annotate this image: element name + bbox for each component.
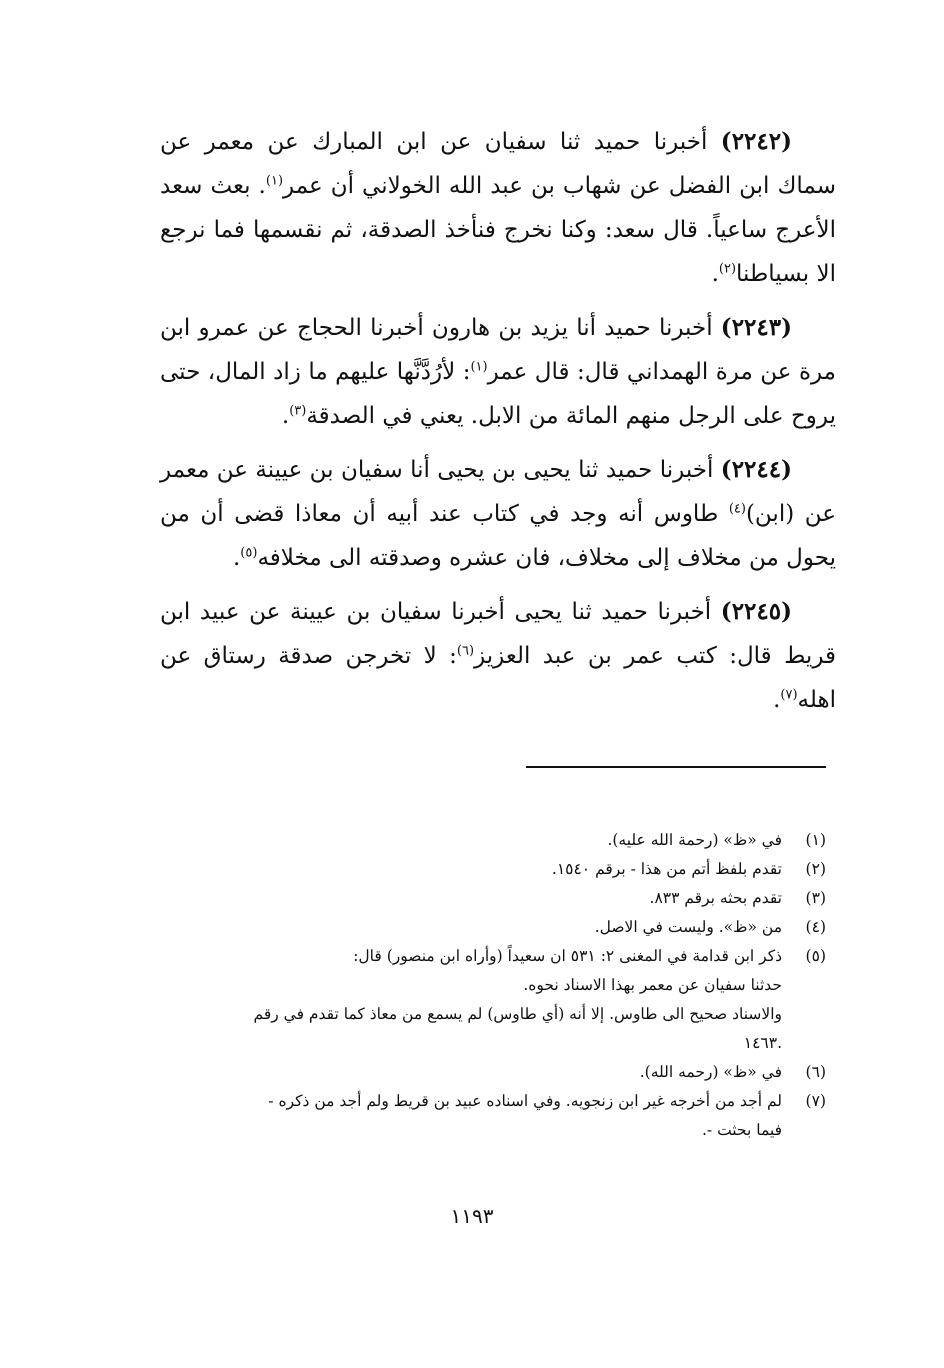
text-segment: أخبرنا حميد أنا يزيد بن هارون أخبرنا الحجاج عن عمرو ابن مرة عن مرة الهمداني قال: قال عمر bbox=[160, 315, 836, 385]
footnote-line: فيما بحثت -. bbox=[701, 1121, 782, 1139]
text-segment: . bbox=[232, 545, 241, 571]
hadith-number: (٢٢٤٥) bbox=[720, 598, 792, 625]
text-segment: أخبرنا حميد ثنا يحيى أخبرنا سفيان بن عيينة عن عبيد ابن قريط قال: كتب عمر بن عبد العزيز bbox=[160, 599, 837, 669]
footnote-ref: (٦) bbox=[456, 643, 475, 659]
footnote-number: (٢) bbox=[805, 860, 826, 878]
hadith-number: (٢٢٤٤) bbox=[720, 456, 792, 483]
footnote-text bbox=[160, 826, 782, 855]
text-segment: طاوس أنه وجد في كتاب عند أبيه أن معاذا قضى أن من يحول من مخلاف إلى مخلاف، فان عشره وصدقته الى مخلافه bbox=[160, 501, 836, 571]
footnote-number: (٥) bbox=[805, 947, 826, 965]
footnote-number: (٦) bbox=[805, 1063, 826, 1081]
footnote-3 bbox=[160, 884, 826, 913]
footnote-text bbox=[160, 884, 782, 913]
footnote-separator bbox=[526, 766, 826, 768]
paragraph-2245 bbox=[160, 590, 836, 722]
paragraph-2244 bbox=[160, 448, 836, 580]
footnote-line: لم أجد من أخرجه غير ابن زنجويه. وفي اسناده عبيد بن قريط ولم أجد من ذكره - bbox=[268, 1092, 782, 1110]
footnote-ref: (٤) bbox=[728, 501, 746, 517]
hadith-number: (٢٢٤٢) bbox=[720, 128, 792, 155]
footnote-2 bbox=[160, 855, 826, 884]
text-segment: . bbox=[281, 403, 290, 429]
footnote-line: ذكر ابن قدامة في المغنى ٢: ٥٣١ ان سعيداً (وأراه ابن منصور) قال: bbox=[353, 947, 782, 965]
paragraph-2243 bbox=[160, 306, 836, 438]
footnote-number: (٣) bbox=[805, 889, 826, 907]
paragraph-2242 bbox=[160, 120, 836, 296]
footnote-6 bbox=[160, 1058, 826, 1087]
text-segment: : لا تخرجن صدقة رستاق عن اهله bbox=[160, 643, 836, 713]
footnotes bbox=[160, 826, 826, 1145]
footnote-line: تقدم بحثه برقم ٨٣٣. bbox=[649, 889, 782, 907]
footnote-number: (٧) bbox=[805, 1092, 826, 1110]
text-segment: أخبرنا حميد ثنا سفيان عن ابن المبارك عن معمر عن سماك ابن الفضل عن شهاب بن عبد الله الخولاني أن عمر bbox=[160, 129, 836, 199]
footnote-line: في «ظ» (رحمه الله). bbox=[639, 1063, 782, 1081]
page-number: ١١٩٣ bbox=[450, 1204, 494, 1228]
footnote-number: (٤) bbox=[805, 918, 826, 936]
footnote-text bbox=[160, 913, 782, 942]
text-segment: . bbox=[773, 687, 781, 713]
footnote-5 bbox=[160, 942, 826, 1058]
footnote-7 bbox=[160, 1087, 826, 1145]
footnote-ref: (٥) bbox=[240, 545, 258, 561]
text-segment: : لأرُدَّنَّها عليهم ما زاد المال، حتى يروح على الرجل منهم المائة من الابل. يعني في الصدقة bbox=[160, 359, 836, 429]
footnote-ref: (٧) bbox=[780, 687, 798, 703]
footnote-1 bbox=[160, 826, 826, 855]
footnote-text bbox=[160, 855, 782, 884]
hadith-number: (٢٢٤٣) bbox=[720, 314, 792, 341]
text-segment: أخبرنا حميد ثنا يحيى بن يحيى أنا سفيان بن عيينة عن معمر عن (ابن) bbox=[160, 457, 836, 527]
footnote-line: حدثنا سفيان عن معمر بهذا الاسناد نحوه. bbox=[523, 976, 782, 994]
footnote-line: .١٤٦٣ bbox=[743, 1034, 782, 1052]
footnote-4 bbox=[160, 913, 826, 942]
text-segment: . bbox=[711, 261, 719, 287]
footnote-ref: (٢) bbox=[718, 261, 737, 277]
footnote-line: والاسناد صحيح الى طاوس. إلا أنه (أي طاوس) لم يسمع من معاذ كما تقدم في رقم bbox=[253, 1005, 782, 1023]
footnote-ref: (١) bbox=[470, 359, 488, 375]
footnote-line: في «ظ» (رحمة الله عليه). bbox=[607, 831, 782, 849]
footnote-ref: (١) bbox=[265, 173, 284, 189]
main-text bbox=[160, 120, 836, 732]
footnote-number: (١) bbox=[805, 831, 826, 849]
footnote-text bbox=[160, 942, 782, 1058]
footnote-text bbox=[160, 1087, 782, 1145]
footnote-text bbox=[160, 1058, 782, 1087]
footnote-ref: (٣) bbox=[289, 403, 307, 419]
footnote-line: تقدم بلفظ أتم من هذا - برقم ١٥٤٠. bbox=[551, 860, 782, 878]
text-segment: . بعث سعد الأعرج ساعياً. قال سعد: وكنا نخرج فنأخذ الصدقة، ثم نقسمها فما نرجع الا بسياطنا bbox=[160, 173, 836, 287]
footnote-line: من «ظ». وليست في الاصل. bbox=[594, 918, 782, 936]
